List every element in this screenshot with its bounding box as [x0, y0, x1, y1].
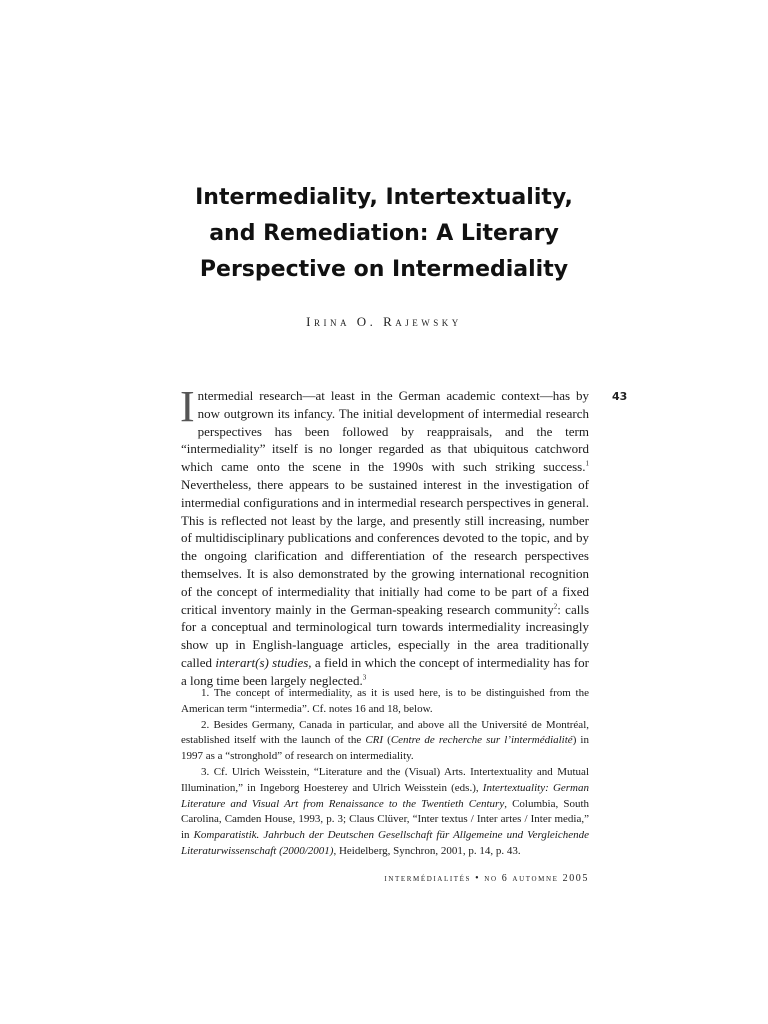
footnote-2-italic-1: CRI	[365, 734, 384, 747]
footnote-1	[181, 686, 589, 718]
title-line-2: and Remediation: A Literary	[209, 221, 559, 246]
body-text-3: : calls for a conceptual and terminological turn towards intermediality increasingly show up in English-language articles, especially in the area traditionally called	[181, 601, 589, 670]
footnote-2-italic-2: Centre de recherche sur l’intermédialité	[390, 734, 573, 747]
title-line-1: Intermediality, Intertextuality,	[195, 185, 573, 210]
body-text-4: a field in which the concept of intermediality has for a long time been largely neglected.	[181, 654, 589, 688]
body-text-2: Nevertheless, there appears to be sustained interest in the investigation of intermedial configurations and in intermedial research perspectives in general. This is reflected not least by the large, and presently still increasing, number of multidisciplinary publications and conferences devoted to the topic, and by the ongoing clarification and differentiation of the research perspectives themselves. It is also demonstrated by the growing international recognition of the concept of intermediality that initially had come to be part of a fixed critical inventory mainly in the German-speaking research community	[181, 476, 589, 617]
footnote-2-text-c: ) in 1997 as a “stronghold” of research on intermediality.	[181, 734, 589, 763]
article-title	[160, 180, 608, 288]
body-text-italic: interart(s) studies,	[215, 654, 312, 670]
footnote-ref-1[interactable]: 1	[585, 459, 589, 468]
footnote-3-text-c: , Heidelberg, Synchron, 2001, p. 14, p. 43.	[333, 844, 521, 857]
body-paragraph	[180, 382, 589, 690]
page-number: 43	[612, 390, 628, 403]
drop-cap: I	[180, 382, 195, 431]
author-name: Irina O. Rajewsky	[306, 314, 462, 329]
footnote-2	[181, 718, 589, 765]
title-line-3: Perspective on Intermediality	[199, 257, 569, 282]
footnote-3-italic-2: Komparatistik. Jahrbuch der Deutschen Gesellschaft für Allgemeine und Vergleichende Literaturwissenschaft (2000/2001)	[181, 829, 589, 857]
journal-footer: intermédialités • no 6 automne 2005	[384, 873, 589, 884]
footnote-ref-2[interactable]: 2	[553, 602, 558, 611]
footnote-3-italic-1: Intertextuality: German Literature and Visual Art from Renaissance to the Twentieth Century	[181, 781, 589, 810]
footnote-3-text-a: 3. Cf. Ulrich Weisstein, “Literature and the (Visual) Arts. Intertextuality and Mutual Illumination,” in Ingeborg Hoesterey and Ulrich Weisstein (eds.),	[181, 765, 589, 794]
footnote-ref-3[interactable]: 3	[362, 673, 367, 682]
footnote-3-text-b: , Columbia, South Carolina, Camden House, 1993, p. 3; Claus Clüver, “Inter textus / Inter artes / Inter media,” in	[181, 797, 590, 842]
footnote-1-text: 1. The concept of intermediality, as it is used here, is to be distinguished from the American term “intermedia”. Cf. notes 16 and 18, below.	[181, 687, 589, 715]
footnote-3	[181, 765, 589, 860]
body-text-1: ntermedial research—at least in the German academic context—has by now outgrown its infancy. The initial development of intermedial research perspectives has been followed by reappraisals, and the term “intermediality” itself is no longer regarded as that ubiquitous catchword which came onto the scene in the 1990s with such striking success.	[181, 388, 589, 475]
footnote-2-text-a: 2. Besides Germany, Canada in particular, and above all the Université de Montréal, established itself with the launch of the	[181, 718, 589, 747]
footnotes	[181, 686, 589, 860]
footnote-2-text-b: (	[383, 734, 391, 747]
